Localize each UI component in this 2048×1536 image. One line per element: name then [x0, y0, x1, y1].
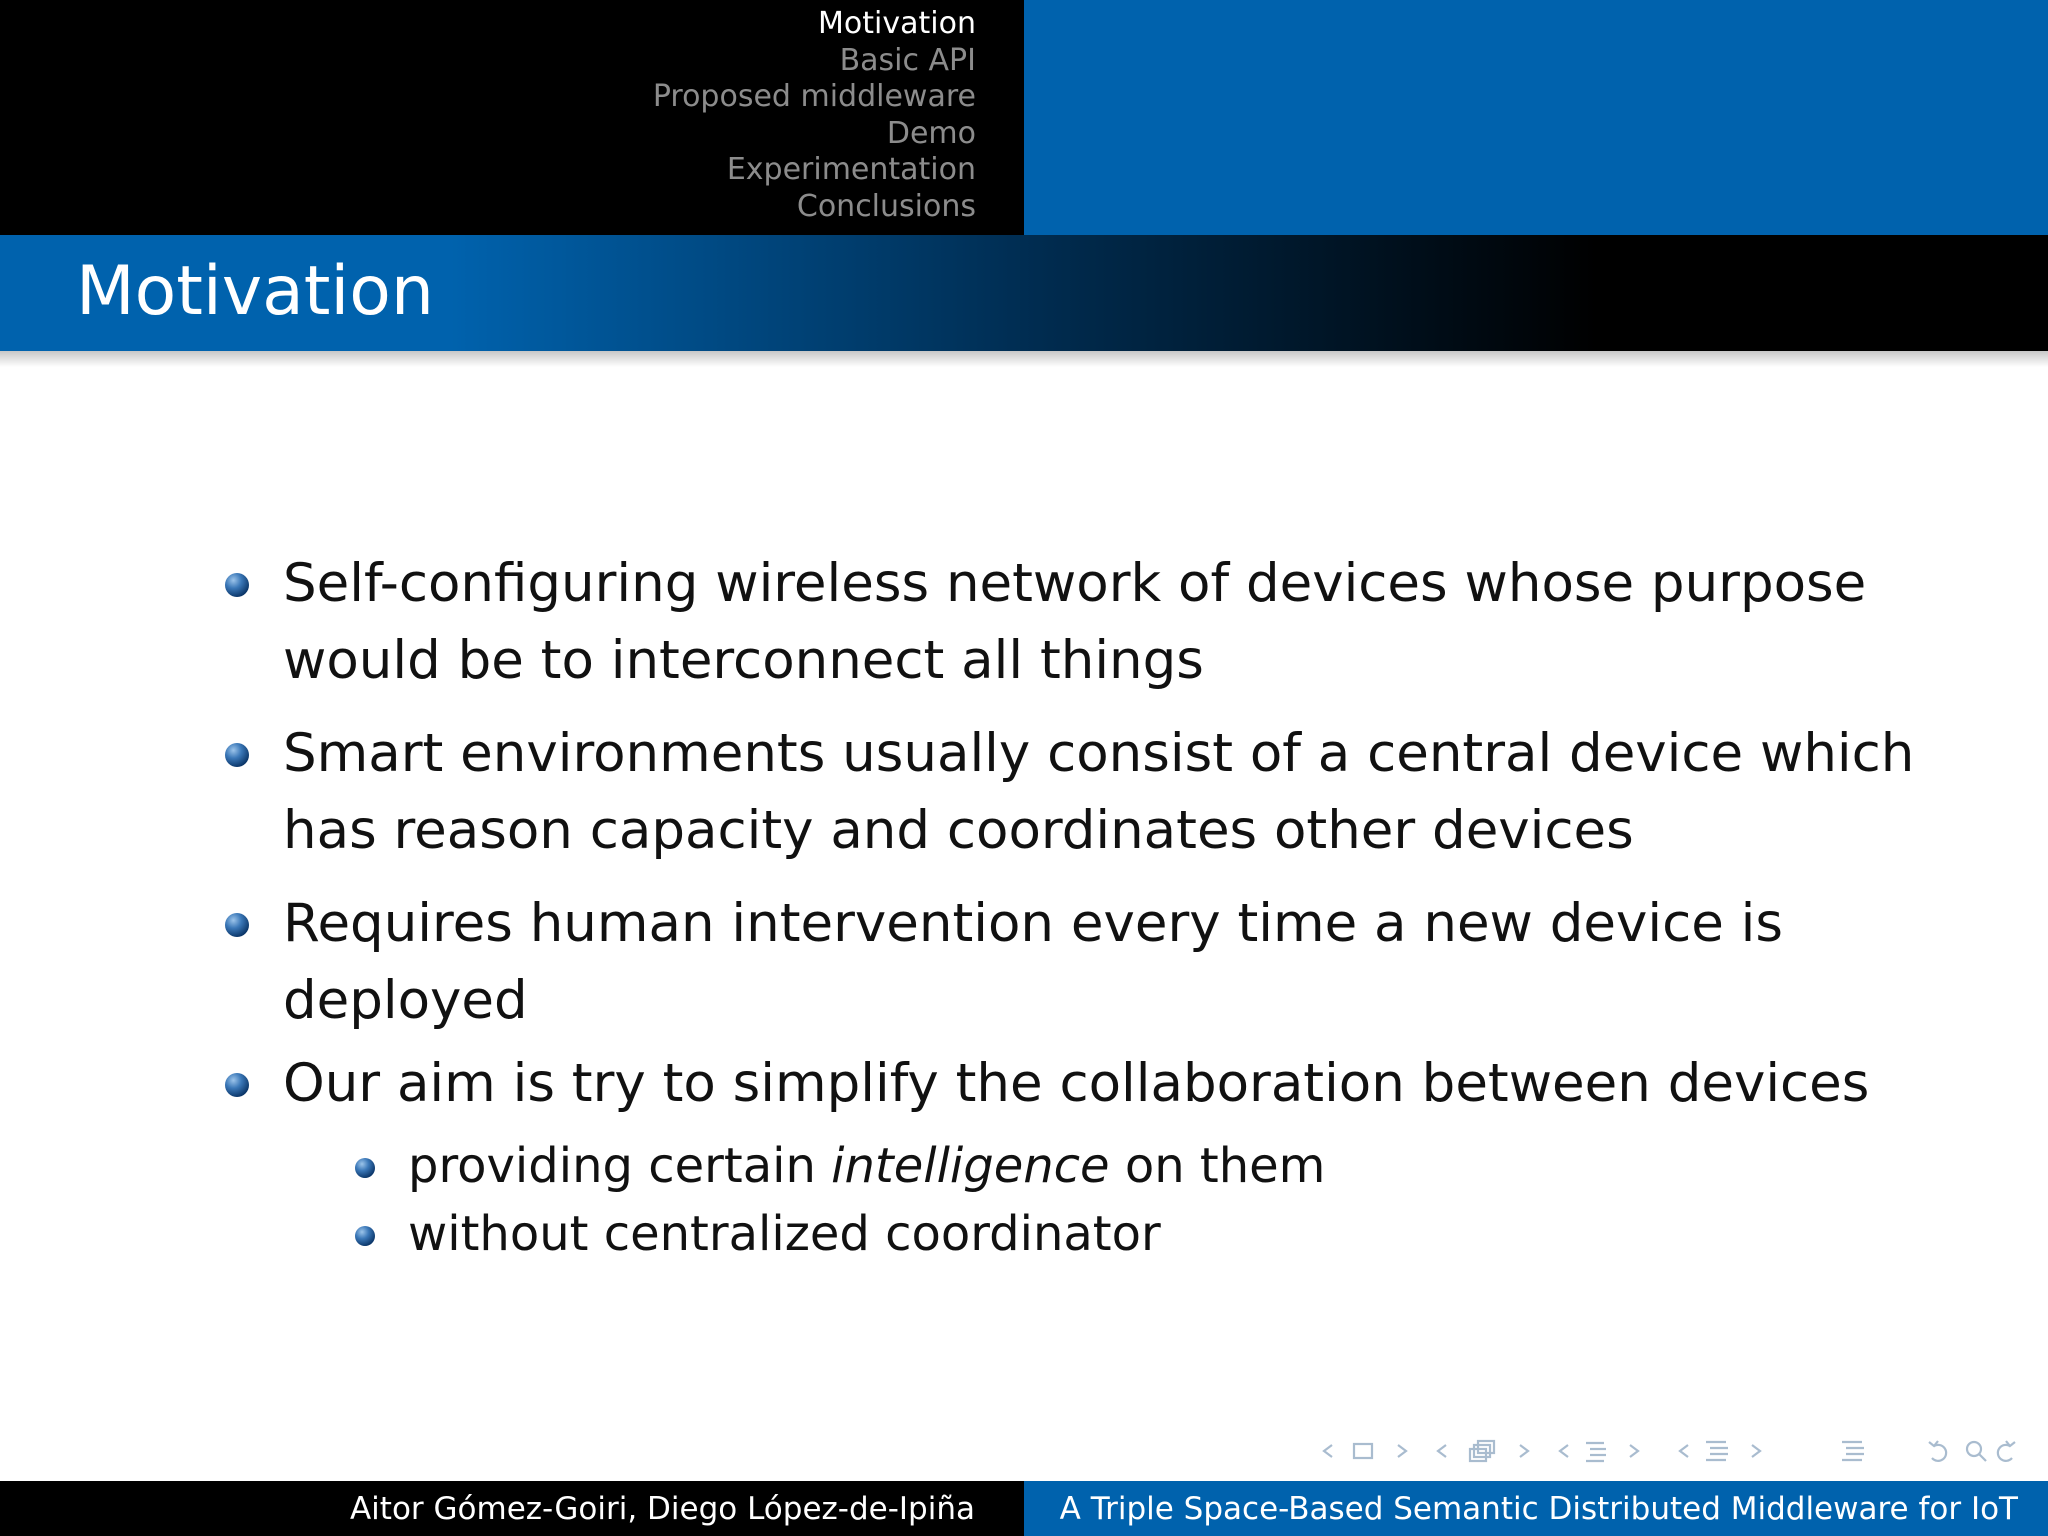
sub-bullet-ball-icon — [355, 1158, 375, 1178]
bullet-item-1 — [283, 545, 1867, 699]
subsection-next-icon[interactable] — [1630, 1445, 1638, 1457]
bullet-line: would be to interconnect all things — [283, 630, 1204, 691]
bullet-ball-icon — [225, 1073, 249, 1097]
bullet-line: deployed — [283, 970, 528, 1031]
header-blue-panel — [1024, 0, 2048, 235]
slide-icon[interactable] — [1354, 1444, 1372, 1458]
nav-item-experimentation[interactable]: Experimentation — [726, 152, 976, 188]
bullet-line: has reason capacity and coordinates other devices — [283, 800, 1634, 861]
section-nav-panel — [0, 0, 1024, 235]
nav-item-demo[interactable]: Demo — [886, 115, 976, 151]
nav-item-basic-api[interactable]: Basic API — [839, 42, 976, 78]
bullet-item-4 — [283, 1045, 1870, 1122]
slide-prev-icon[interactable] — [1324, 1445, 1332, 1457]
bullet-item-2 — [283, 715, 1915, 869]
footer-title-panel — [1024, 1481, 2048, 1536]
frame-title: Motivation — [76, 252, 434, 331]
forward-icon[interactable] — [1998, 1441, 2015, 1461]
nav-item-proposed-middleware[interactable]: Proposed middleware — [652, 79, 976, 115]
section-icon[interactable] — [1706, 1442, 1728, 1460]
sub-bullet-item-2 — [408, 1201, 1161, 1267]
nav-item-conclusions[interactable]: Conclusions — [796, 188, 976, 224]
footer-authors-panel — [0, 1481, 1024, 1536]
bullet-line: Smart environments usually consist of a central device which — [283, 723, 1915, 784]
title-bar-shadow — [0, 351, 2048, 367]
section-prev-icon[interactable] — [1680, 1445, 1688, 1457]
section-nav-list — [653, 6, 976, 226]
bullet-line: Requires human intervention every time a new device is — [283, 893, 1784, 954]
bullet-ball-icon — [225, 573, 249, 597]
footer-talk-title: A Triple Space-Based Semantic Distributed Middleware for IoT — [1059, 1491, 2018, 1527]
bullet-item-3 — [283, 885, 1863, 1039]
frame-icon[interactable] — [1470, 1441, 1494, 1461]
footer-authors: Aitor Gómez-Goiri, Diego López-de-Ipiña — [349, 1491, 975, 1527]
subsection-prev-icon[interactable] — [1560, 1445, 1568, 1457]
sub-bullet-text: on them — [1109, 1138, 1326, 1194]
bullet-ball-icon — [225, 743, 249, 767]
sub-bullet-text: without centralized coordinator — [408, 1206, 1161, 1262]
subsection-icon[interactable] — [1586, 1443, 1606, 1461]
nav-item-motivation[interactable]: Motivation — [818, 6, 976, 41]
search-icon[interactable] — [1967, 1442, 1986, 1461]
slide-next-icon[interactable] — [1398, 1445, 1406, 1457]
sub-bullet-item-1 — [408, 1133, 1325, 1199]
section-next-icon[interactable] — [1752, 1445, 1760, 1457]
sub-bullet-ball-icon — [355, 1226, 375, 1246]
document-icon[interactable] — [1842, 1442, 1864, 1460]
bullet-line: Our aim is try to simplify the collaboration between devices — [283, 1053, 1870, 1114]
bullet-line: Self-configuring wireless network of devices whose purpose — [283, 553, 1867, 614]
navigation-symbols-svg — [1310, 1434, 2030, 1468]
emphasized-word: intelligence — [831, 1138, 1110, 1194]
frame-prev-icon[interactable] — [1438, 1445, 1446, 1457]
frame-next-icon[interactable] — [1520, 1445, 1528, 1457]
back-icon[interactable] — [1929, 1441, 1946, 1461]
bullet-ball-icon — [225, 913, 249, 937]
sub-bullet-text: providing certain — [408, 1138, 832, 1194]
navigation-symbols — [1310, 1434, 2030, 1468]
